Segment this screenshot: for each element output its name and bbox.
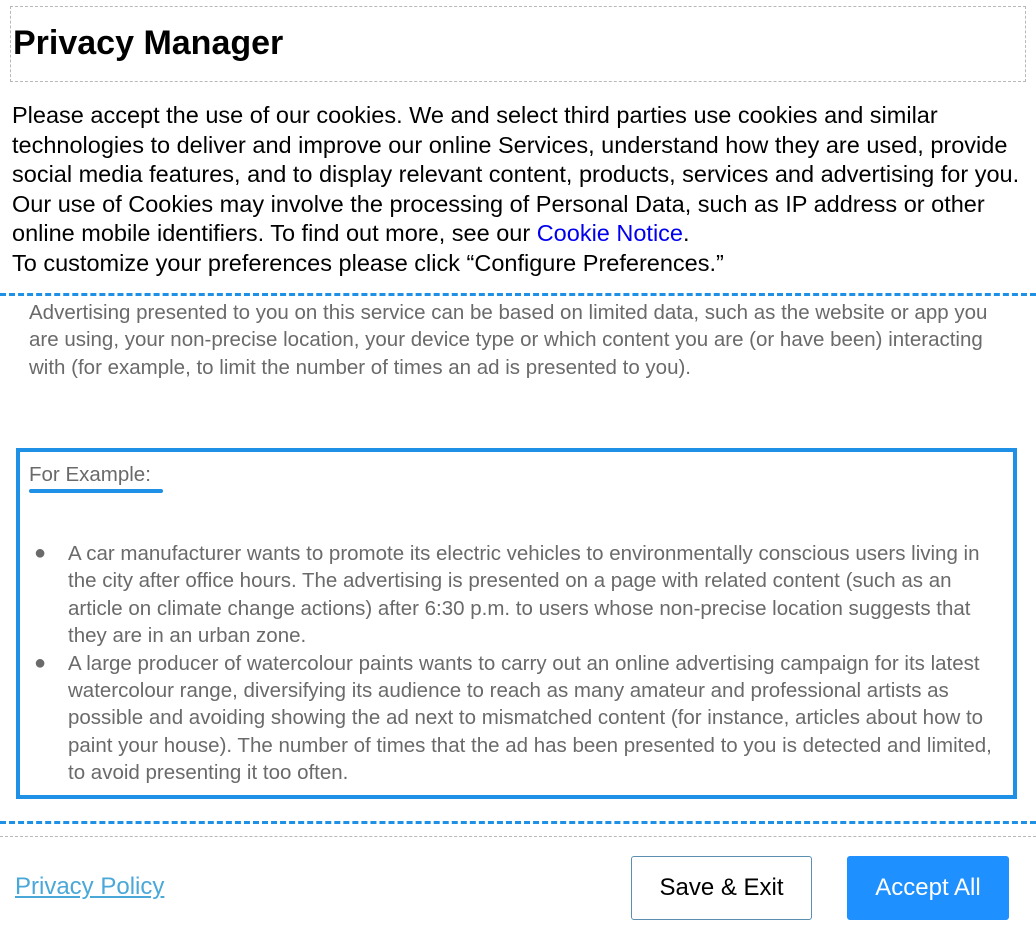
intro-text — [12, 101, 1032, 279]
bullet-icon: ● — [34, 542, 47, 564]
example-heading-underline — [29, 489, 163, 493]
customize-instructions: To customize your preferences please click “Configure Preferences.” — [12, 249, 724, 276]
example-list — [20, 540, 1013, 787]
intro-text-body: Please accept the use of our cookies. We and select third parties use cookies and similar technologies to deliver and improve our online Services, understand how they are used, provide social media features, and to display relevant content, products, services and advertising for you. Our use of Cookies may involve the processing of Personal Data, such as IP address or other online mobile identifiers. To find out more, see our — [12, 102, 1020, 247]
save-exit-button[interactable]: Save & Exit — [631, 856, 812, 920]
example-panel — [16, 448, 1017, 799]
page-title: Privacy Manager — [13, 24, 284, 62]
scroll-area-bottom-border — [0, 821, 1036, 824]
example-text: A car manufacturer wants to promote its electric vehicles to environmentally conscious users living in the city after office hours. The advertising is presented on a page with related content (such as an article on climate change actions) after 6:30 p.m. to users whose non-precise location suggests that they are in an urban zone. — [68, 542, 980, 648]
accept-all-button[interactable]: Accept All — [847, 856, 1009, 920]
footer-divider — [0, 836, 1036, 837]
example-heading: For Example: — [29, 463, 151, 486]
bullet-icon: ● — [34, 651, 47, 674]
privacy-policy-link[interactable]: Privacy Policy — [15, 873, 165, 900]
example-text: A large producer of watercolour paints wants to carry out an online advertising campaign for its latest watercolour range, diversifying its audience to reach as many amateur and professional artists as possible and avoiding showing the ad next to mismatched content (for instance, articles about how to paint your house). The number of times that the ad has been presented to you is detected and limited, to avoid presenting it too often. — [68, 651, 992, 785]
title-container — [10, 6, 1026, 82]
intro-text-period: . — [683, 220, 690, 247]
purpose-description: Advertising presented to you on this service can be based on limited data, such as the website or app you are using, your non-precise location, your device type or which content you are (or have been) interacting with (for example, to limit the number of times an ad is presented to you). — [29, 301, 988, 379]
cookie-notice-link[interactable]: Cookie Notice — [536, 220, 683, 247]
list-item — [20, 540, 1013, 650]
list-item — [20, 650, 1013, 787]
scroll-area-top-border — [0, 293, 1036, 296]
